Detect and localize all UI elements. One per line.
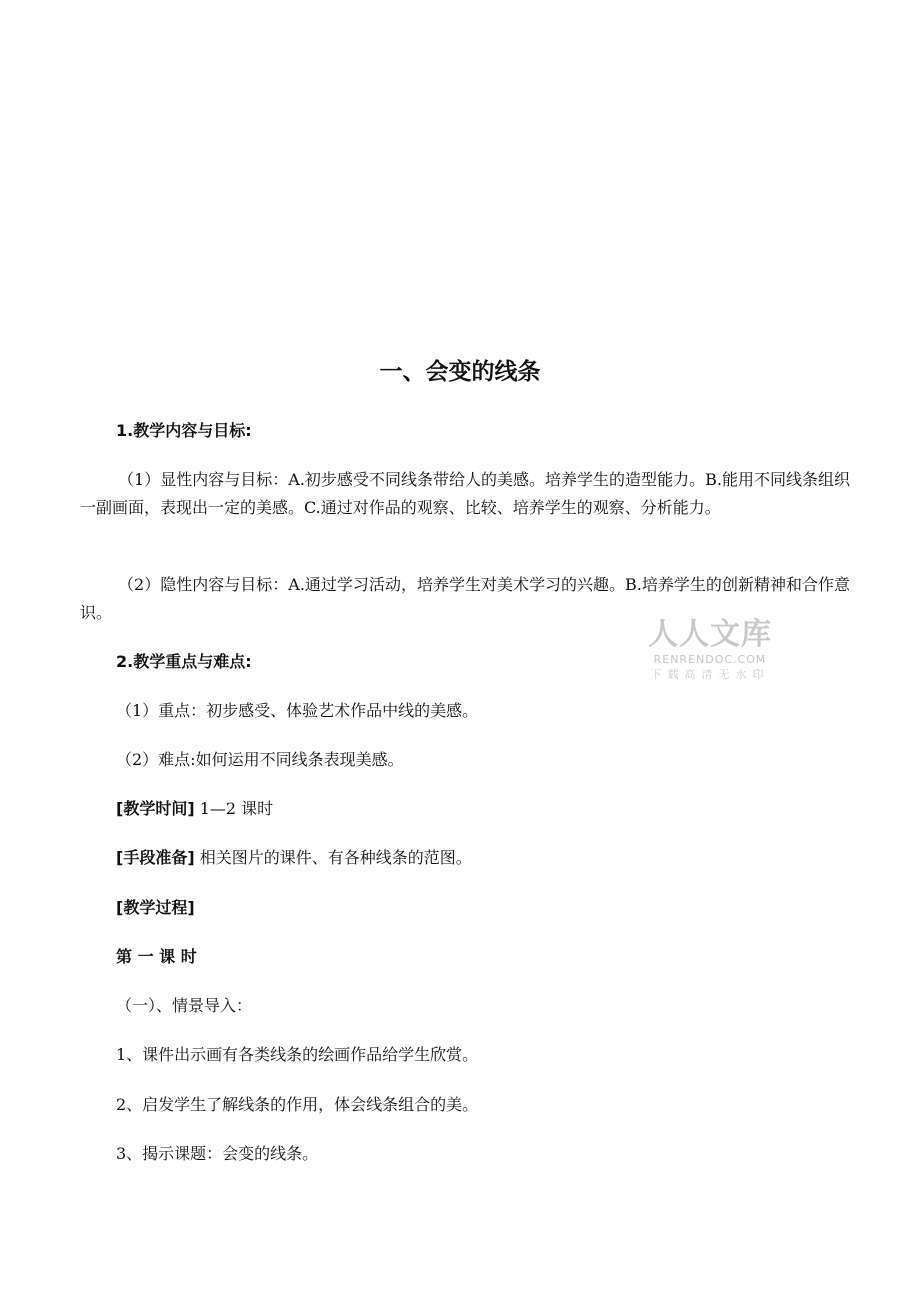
watermark-tagline: 下载高清无水印 — [650, 668, 770, 681]
paragraph-implicit-goals: （2）隐性内容与目标：A.通过学习活动，培养学生对美术学习的兴趣。B.培养学生的创新精神和合作意识。 — [80, 575, 850, 622]
document-title: 一、会变的线条 — [379, 359, 541, 385]
paragraph-explicit-goals: （1）显性内容与目标：A.初步感受不同线条带给人的美感。培养学生的造型能力。B.能用不同线条组织一副画面，表现出一定的美感。C.通过对作品的观察、比较、培养学生的观察、分析能力。 — [80, 470, 850, 517]
lesson-heading: 第 一 课 时 — [116, 947, 197, 966]
key-point: （1）重点：初步感受、体验艺术作品中线的美感。 — [116, 701, 479, 720]
watermark — [640, 617, 780, 681]
process-heading: [教学过程] — [116, 898, 195, 917]
teaching-time — [116, 795, 273, 823]
intro-step-3: 3、揭示课题：会变的线条。 — [116, 1144, 319, 1163]
intro-heading: （一）、情景导入： — [116, 996, 253, 1015]
watermark-logo-text: 人人文库 — [648, 617, 772, 652]
preparation-label: [手段准备] — [116, 848, 195, 867]
preparation-value: 相关图片的课件、有各种线条的范图。 — [194, 848, 472, 867]
intro-step-1: 1、课件出示画有各类线条的绘画作品给学生欣赏。 — [116, 1045, 479, 1064]
difficulty-point: （2）难点:如何运用不同线条表现美感。 — [116, 750, 404, 769]
preparation — [116, 844, 472, 872]
watermark-domain: RENRENDOC.COM — [653, 653, 767, 666]
section1-heading: 1.教学内容与目标: — [116, 421, 252, 440]
section2-heading: 2.教学重点与难点: — [116, 652, 252, 671]
teaching-time-value: 1—2 课时 — [194, 799, 274, 818]
intro-step-2: 2、启发学生了解线条的作用，体会线条组合的美。 — [116, 1095, 479, 1114]
teaching-time-label: [教学时间] — [116, 799, 195, 818]
